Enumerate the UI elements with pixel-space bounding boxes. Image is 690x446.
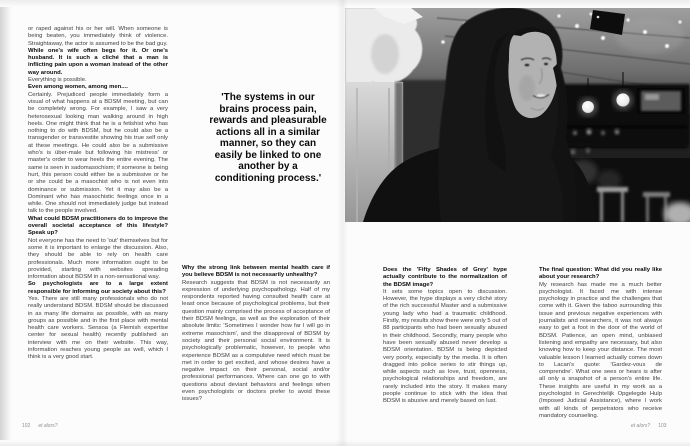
right-page-column-1 — [383, 267, 507, 406]
magazine-title: et alors? — [38, 423, 58, 429]
interview-answer: Yes. There are still many professionals who do not really understand BDSM. BDSM should be discussed in as many life domains as possible, with as many groups as possible and in the first place with mental health care workers. Sensoa (a Flemish expertise center for sexual health) recently published an interview with me on their website. This way, information reaches young people as well, which I think is a very good start. — [28, 295, 168, 361]
interview-question: Even among women, among men.... — [28, 84, 128, 91]
left-page-footer — [22, 423, 58, 429]
interview-answer: Everything is possible. — [28, 77, 87, 84]
interview-question: While one's wife often begs for it. Or one's husband. It is such a cliché that a man is inflicting pain upon a woman instead of the other way around. — [28, 47, 168, 76]
cafe-portrait-photo — [345, 8, 690, 222]
right-page-column-2 — [539, 267, 662, 420]
page-number: 102 — [22, 423, 31, 429]
interview-answer: Not everyone has the need to 'out' themselves but for some it is important to enlarge the discussion. Also, they should be able to rely on health care professionals. Much more information ought to be provided, starting with websites spreading information about BDSM in a non-sensational way. — [28, 237, 168, 281]
interview-answer: My research has made me a much better psychologist. It faced me with intense psychology in practice and the challenges that come with it. Given the taboo surrounding this issue and previous negative experiences with journalists and researchers, it was not always easy to get a foot in the door of the world of BDSM. Patience, an open mind, unbiased listening and empathy are necessary, but also knowing how to keep your distance. The most valuable lesson I learned actually comes down to Lacan's quote: 'Gardez-vous de comprendre'. What one sees or hears is after all only a snapshot of a person's entire life. These insights are useful in my work as a psychologist in Gerechtelijk Opgelegde Hulp (Imposed Judicial Assistance), where I work with all kinds of perpetrators who receive mandatory counseling. — [539, 281, 662, 419]
page-number: 103 — [658, 423, 667, 429]
left-page-column-2 — [182, 265, 330, 404]
magazine-title: et alors? — [631, 423, 651, 429]
interview-answer: Certainly. Prejudiced people immediately form a visual of what happens at a BDSM meeting, but can be completely wrong. For example, I saw a very heterosexual looking man walking around in high heels. One might think that he is a fetishist who has nothing to do with BDSM, but he could also be a transgender or transvestite showing his true self only at these meetings. He could also be a submissive who's is über-male but following his mistress' or master's order to wear heels the entire evening. The same is seen in sadomasochism; if someone is being hurt, this person could either be a submissive or he or she could be a masochist who is not even into dominance or submission. Yet it may also be a Dominant who has masochistic feelings once in a while. One should not immediately judge but instead talk to the people involved. — [28, 91, 168, 215]
interview-question: What could BDSM practitioners do to improve the overall societal acceptance of this lifestyle? Speak up? — [28, 215, 168, 237]
left-page-edge — [0, 0, 12, 446]
right-page-footer — [631, 423, 667, 429]
interview-answer: Research suggests that BDSM is not necessarily an expression of underlying psychopathology. Half of my respondents reported having consulted health care at least once because of psychological problems, but their question mainly comprised the process of acceptance of their BDSM feelings, as well as the exploration of their absolute limits: 'Sometimes I wonder how far I will go in extreme masochism', and the disapproval of BDSM by society and their personal social environment. It is psychologically problematic, however, to people who experience BDSM as a compulsive need which must be met in order to get excited, and whose desires have a negative impact on their personal, social and/or professional performances. Where can one go to with questions about deviant behaviors and feelings when even psychologists or doctors prefer to avoid these issues? — [182, 279, 330, 403]
pull-quote: 'The systems in our brains process pain, rewards and pleasurable actions all in a similar manner, so they can easily be linked to one another by a conditioning process.' — [209, 92, 327, 184]
interview-question: Why the strong link between mental health care if you believe BDSM is not necessarily unhealthy? — [182, 265, 330, 279]
left-page-column-1 — [28, 26, 168, 362]
interview-question: So psychologists are to a large extent responsible for informing our society about this? — [28, 281, 168, 295]
interview-question: The final question: What did you really like about your research? — [539, 267, 662, 281]
interview-answer: or raped against his or her will. When someone is being beaten, you immediately think of violence. Straightaway, the actor is assumed to be the bad guy. — [28, 26, 168, 47]
center-fold-shadow — [336, 0, 348, 446]
interview-photo — [345, 8, 690, 222]
interview-question: Does the 'Fifty Shades of Grey' hype actually contribute to the normalization of the BDSM image? — [383, 267, 507, 288]
interview-answer: It sets some topics open to discussion. However, the hype displays a very cliché story of the rich successful Master and a submissive young lady who had a traumatic childhood. Firstly, my results show there were only 5 out of 88 participants who had been sexually abused in their childhood. Secondly, many people who have been sexually abused never develop a BDSM orientation. BDSM is being depicted very poorly, especially by the media. It is often dragged into police series to stir things up, while aspects such as love, trust, openness, psychological relationships and freedom, are rarely included into the story. It makes many people continue to stick with the idea that BDSM is abusive and merely based on lust. — [383, 288, 507, 405]
